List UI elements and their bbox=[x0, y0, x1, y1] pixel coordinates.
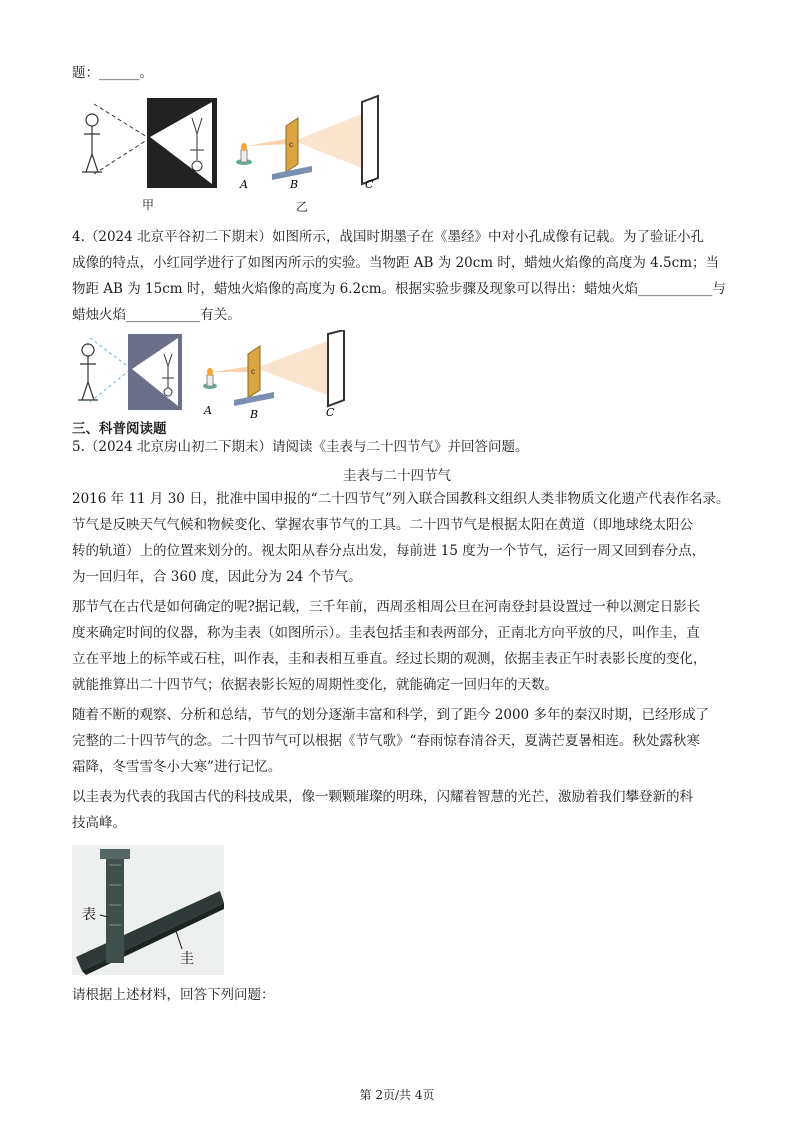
q4-line-3: 物距 AB 为 15cm 时，蜡烛火焰像的高度为 6.2cm。根据实验步骤及现象可以得出：蜡烛火焰___________与 bbox=[72, 281, 726, 297]
paragraph-2-line-3: 立在平地上的标竿或石柱，叫作表，圭和表相互垂直。经过长期的观测，依据圭表正午时表影长度的变化， bbox=[72, 651, 707, 667]
paragraph-2-line-1: 那节气在古代是如何确定的呢?据记载，三千年前，西周丞相周公旦在河南登封县设置过一种以测定日影长 bbox=[72, 599, 701, 615]
paragraph-1-line-3: 转的轨道）上的位置来划分的。视太阳从春分点出发，每前进 15 度为一个节气，运行一周又回到春分点， bbox=[72, 543, 706, 559]
paragraph-2-line-2: 度来确定时间的仪器，称为圭表（如图所示）。圭表包括圭和表两部分，正南北方向平放的尺，叫作圭，直 bbox=[72, 625, 700, 641]
label-a: A bbox=[240, 178, 248, 191]
figure-pinhole-1 bbox=[72, 92, 392, 212]
dashed-ray-lines bbox=[94, 104, 147, 174]
text-line-top: 题：______。 bbox=[72, 65, 153, 81]
label-gui: 圭 bbox=[180, 950, 194, 966]
svg-text:c: c bbox=[289, 140, 293, 149]
figure-label-jia: 甲 bbox=[142, 198, 155, 212]
screen bbox=[328, 330, 344, 406]
q4-line-4: 蜡烛火焰___________有关。 bbox=[72, 307, 241, 323]
article-title: 圭表与二十四节气 bbox=[343, 468, 451, 484]
paragraph-4-line-2: 技高峰。 bbox=[72, 815, 126, 831]
candle-icon bbox=[203, 368, 217, 389]
svg-text:B: B bbox=[250, 408, 259, 420]
person-figure bbox=[82, 114, 102, 172]
q5-line: 5.（2024 北京房山初二下期末）请阅读《圭表与二十四节气》并回答问题。 bbox=[72, 439, 529, 455]
figure-label-yi: 乙 bbox=[296, 200, 309, 214]
svg-text:A: A bbox=[204, 404, 212, 417]
page-footer: 第 2页/共 4页 bbox=[359, 1088, 435, 1102]
paragraph-1-line-4: 为一回归年，合 360 度，因此分为 24 个节气。 bbox=[72, 569, 362, 585]
screen bbox=[362, 96, 378, 184]
paragraph-3-line-1: 随着不断的观察、分析和总结，节气的划分逐渐丰富和科学，到了距今 2000 多年的秦汉时期，已经形成了 bbox=[72, 707, 709, 723]
paragraph-3-line-3: 霜降，冬雪雪冬小大寒”进行记忆。 bbox=[72, 759, 282, 775]
figure-pinhole-2 bbox=[72, 330, 372, 420]
candle-icon bbox=[236, 143, 252, 165]
paragraph-1-line-2: 节气是反映天气气候和物候变化、掌握农事节气的工具。二十四节气是根据太阳在黄道（即地球绕太阳公 bbox=[72, 517, 693, 533]
pinhole-card bbox=[272, 118, 312, 180]
gnomon-photo bbox=[72, 845, 224, 975]
svg-text:C: C bbox=[326, 406, 335, 419]
label-c: C bbox=[365, 178, 374, 191]
paragraph-2-line-4: 就能推算出二十四节气；依据表影长短的周期性变化，就能确定一回归年的天数。 bbox=[72, 677, 558, 693]
label-b: B bbox=[290, 178, 299, 191]
svg-text:c: c bbox=[251, 367, 255, 376]
paragraph-3-line-2: 完整的二十四节气的念。二十四节气可以根据《节气歌》“春雨惊春清谷天，夏满芒夏暑相连。秋处露秋寒 bbox=[72, 733, 700, 749]
question-prompt: 请根据上述材料，回答下列问题： bbox=[72, 987, 275, 1003]
paragraph-1-line-1: 2016 年 11 月 30 日，批准中国申报的“二十四节气”列入联合国教科文组织人类非物质文化遗产代表作名录。 bbox=[72, 491, 730, 507]
label-biao: 表 bbox=[82, 906, 96, 922]
q4-line-2: 成像的特点，小红同学进行了如图丙所示的实验。当物距 AB 为 20cm 时，蜡烛火焰像的高度为 4.5cm；当 bbox=[72, 255, 719, 271]
q4-line-1: 4.（2024 北京平谷初二下期末）如图所示，战国时期墨子在《墨经》中对小孔成像有记载。为了验证小孔 bbox=[72, 229, 705, 245]
light-beam bbox=[246, 138, 292, 146]
section-heading: 三、科普阅读题 bbox=[72, 421, 167, 437]
paragraph-4-line-1: 以圭表为代表的我国古代的科技成果，像一颗颗璀璨的明珠，闪耀着智慧的光芒，激励着我们攀登新的科 bbox=[72, 789, 693, 805]
pinhole-card bbox=[234, 346, 274, 406]
